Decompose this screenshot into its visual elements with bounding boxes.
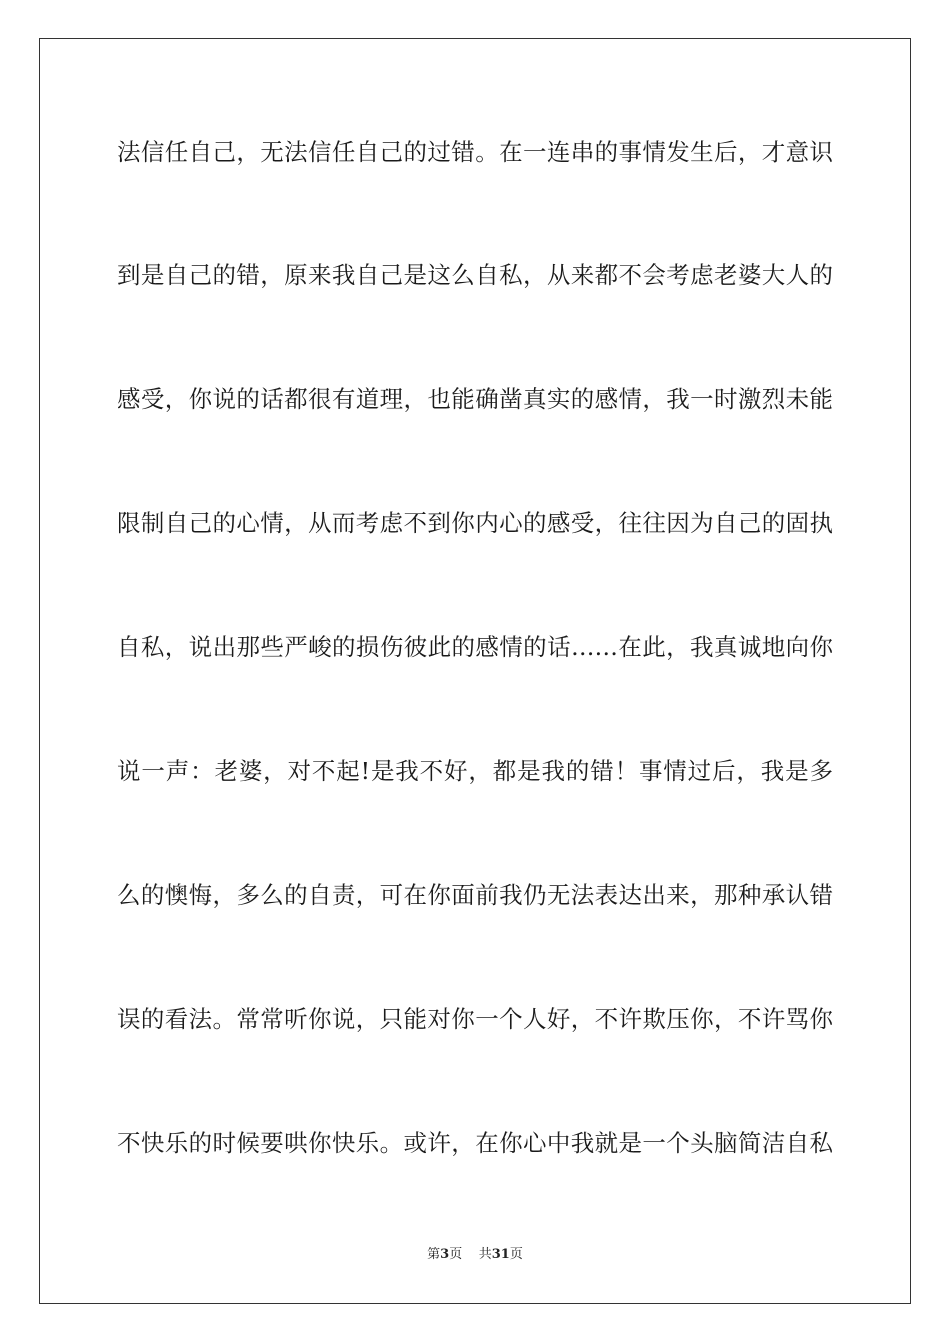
text-line-4: 限制自己的心情，从而考虑不到你内心的感受，往往因为自己的固执: [117, 509, 833, 537]
total-prefix: 共: [478, 1247, 492, 1262]
page-number: 3: [440, 1247, 450, 1262]
text-line-7: 么的懊悔，多么的自责，可在你面前我仍无法表达出来，那种承认错: [117, 881, 833, 909]
page-prefix: 第: [427, 1247, 441, 1262]
text-line-9: 不快乐的时候要哄你快乐。或许，在你心中我就是一个头脑简洁自私: [117, 1129, 833, 1157]
text-line-2: 到是自己的错，原来我自己是这么自私，从来都不会考虑老婆大人的: [117, 261, 833, 289]
text-line-6: 说一声：老婆，对不起!是我不好，都是我的错！事情过后，我是多: [117, 757, 833, 785]
total-suffix: 页: [509, 1247, 523, 1262]
page-border: [39, 38, 911, 1304]
page-footer: [0, 1246, 950, 1264]
text-line-5: 自私，说出那些严峻的损伤彼此的感情的话……在此，我真诚地向你: [117, 633, 833, 661]
text-line-3: 感受，你说的话都很有道理，也能确凿真实的感情，我一时激烈未能: [117, 385, 833, 413]
total-pages: 31: [491, 1247, 510, 1262]
text-line-8: 误的看法。常常听你说，只能对你一个人好，不许欺压你，不许骂你: [117, 1005, 833, 1033]
page-suffix: 页: [449, 1247, 463, 1262]
text-line-1: 法信任自己，无法信任自己的过错。在一连串的事情发生后，才意识: [117, 138, 833, 166]
